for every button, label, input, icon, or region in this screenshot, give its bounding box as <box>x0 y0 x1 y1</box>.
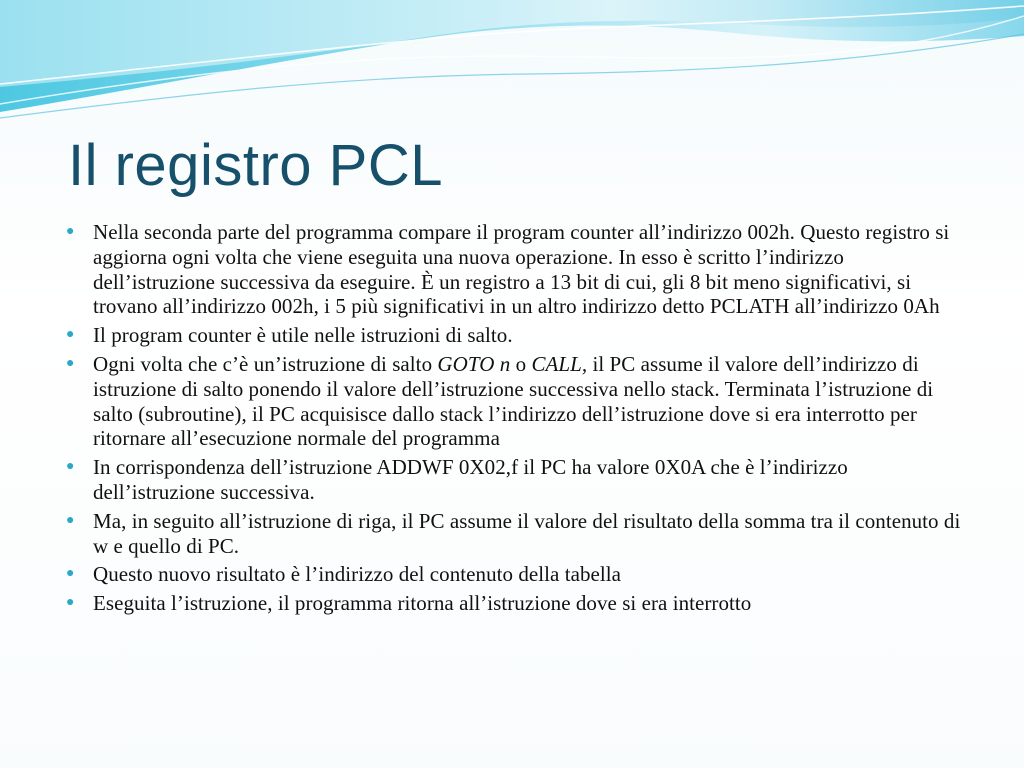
bullet-item-return <box>64 591 964 616</box>
bullet-item-goto-call <box>64 352 964 451</box>
call-instruction-text: CALL, <box>531 351 588 376</box>
bullet-icon: ● <box>66 327 75 343</box>
bullet-text: Nella seconda parte del programma compare il program counter all’indirizzo 002h. Questo registro si aggiorna ogni volta che viene eseguita una nuova operazione. In esso è scritto l’indirizzo dell’istruzione successiva da eseguire. È un registro a 13 bit di cui, gli 8 bit meno significativi, si trovano all’indirizzo 002h, i 5 più significativi in un altro indirizzo detto PCLATH all’indirizzo 0Ah <box>93 220 950 319</box>
bullet-text-part: o <box>510 351 532 376</box>
goto-instruction-text: GOTO n <box>437 351 511 376</box>
bullet-icon: ● <box>66 595 75 611</box>
bullet-text-part: il PC assume il valore dell’indirizzo di istruzione di salto ponendo il valore dell’istruzione successiva nello stack. Terminata l’istruzione di salto (subroutine), il PC acquisisce dallo stack l’indirizzo dell’istruzione dove si era interrotto per ritornare all’esecuzione normale del programma <box>93 351 934 451</box>
slide-title: Il registro PCL <box>68 133 443 198</box>
bullet-text-part: Ogni volta che c’è un’istruzione di salto <box>93 351 438 376</box>
bullet-text: Questo nuovo risultato è l’indirizzo del contenuto della tabella <box>93 562 622 587</box>
bullet-list <box>64 220 964 620</box>
bullet-icon: ● <box>66 224 75 239</box>
bullet-icon: ● <box>66 459 75 475</box>
bullet-text: Il program counter è utile nelle istruzioni di salto. <box>93 323 513 348</box>
bullet-item-pc-sum <box>64 509 964 559</box>
bullet-icon: ● <box>66 355 75 371</box>
bullet-text: In corrispondenza dell’istruzione ADDWF 0X02,f il PC ha valore 0X0A che è l’indirizzo dell’istruzione successiva. <box>93 455 848 504</box>
bullet-text: Eseguita l’istruzione, il programma ritorna all’istruzione dove si era interrotto <box>93 591 752 616</box>
bullet-item-jump-instructions <box>64 323 964 348</box>
bullet-item-program-counter <box>64 220 964 319</box>
bullet-text-rich <box>93 352 933 450</box>
bullet-icon: ● <box>66 512 75 528</box>
bullet-item-addwf <box>64 455 964 505</box>
bullet-icon: ● <box>66 566 75 582</box>
decorative-wave-header <box>0 0 1024 130</box>
bullet-item-table-address <box>64 562 964 587</box>
bullet-text: Ma, in seguito all’istruzione di riga, il PC assume il valore del risultato della somma tra il contenuto di w e quello di PC. <box>93 508 961 558</box>
